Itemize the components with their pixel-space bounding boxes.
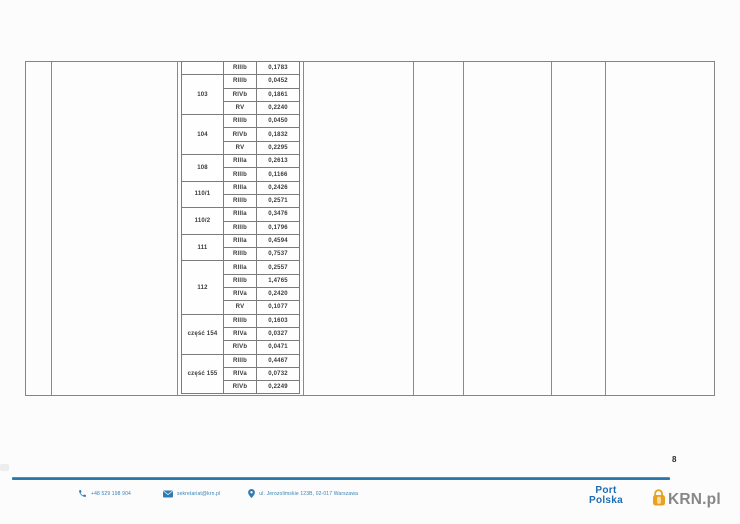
area-value-cell: 0,2557 — [257, 261, 300, 274]
table-row — [182, 234, 300, 247]
area-value-cell: 0,0732 — [257, 367, 300, 380]
area-value-cell: 0,2571 — [257, 194, 300, 207]
table-row — [182, 314, 300, 327]
grid-line — [463, 62, 464, 395]
parcel-number-cell: 110/2 — [182, 208, 224, 235]
grid-line — [303, 62, 304, 395]
land-class-cell: RV — [224, 101, 257, 114]
land-class-cell: RIIIb — [224, 75, 257, 88]
area-value-cell: 0,0471 — [257, 341, 300, 354]
area-value-cell: 0,3476 — [257, 208, 300, 221]
area-value-cell: 0,0450 — [257, 115, 300, 128]
land-class-cell: RIIIb — [224, 62, 257, 75]
address-contact — [248, 489, 358, 498]
parcel-number-cell: 112 — [182, 261, 224, 314]
land-class-cell: RIVb — [224, 88, 257, 101]
grid-line — [413, 62, 414, 395]
land-class-cell: RIVa — [224, 288, 257, 301]
land-class-cell: RIIIb — [224, 354, 257, 367]
area-value-cell: 0,1796 — [257, 221, 300, 234]
area-value-cell: 0,1603 — [257, 314, 300, 327]
table-row — [182, 155, 300, 168]
grid-line — [551, 62, 552, 395]
email-text: sekretariat@krn.pl — [176, 490, 221, 497]
area-value-cell: 0,0327 — [257, 327, 300, 340]
location-pin-icon — [248, 489, 255, 498]
area-value-cell: 0,1166 — [257, 168, 300, 181]
land-class-cell: RIIIa — [224, 261, 257, 274]
table-row — [182, 181, 300, 194]
area-value-cell: 0,2420 — [257, 288, 300, 301]
land-class-cell: RIIIb — [224, 221, 257, 234]
area-value-cell: 0,2613 — [257, 155, 300, 168]
page-number: 8 — [672, 455, 677, 464]
table-row — [182, 62, 300, 75]
land-class-cell: RIIIa — [224, 181, 257, 194]
area-value-cell: 0,4467 — [257, 354, 300, 367]
envelope-icon — [163, 490, 173, 498]
area-value-cell: 0,0452 — [257, 75, 300, 88]
land-class-cell: RIVb — [224, 128, 257, 141]
phone-contact — [78, 489, 131, 498]
parcel-number-cell: część 155 — [182, 354, 224, 394]
land-class-cell: RIVb — [224, 381, 257, 394]
area-value-cell: 1,4765 — [257, 274, 300, 287]
area-value-cell: 0,1077 — [257, 301, 300, 314]
land-class-cell: RIVa — [224, 327, 257, 340]
land-class-cell: RIIIa — [224, 155, 257, 168]
land-class-cell: RIIIa — [224, 234, 257, 247]
footer-divider — [12, 477, 670, 480]
land-class-cell: RV — [224, 141, 257, 154]
area-value-cell: 0,1861 — [257, 88, 300, 101]
area-value-cell: 0,1832 — [257, 128, 300, 141]
area-value-cell: 0,2249 — [257, 381, 300, 394]
land-class-cell: RIIIb — [224, 274, 257, 287]
table-row — [182, 261, 300, 274]
land-class-cell: RIIIb — [224, 248, 257, 261]
parcel-number-cell: 103 — [182, 75, 224, 115]
krn-watermark — [652, 489, 721, 511]
phone-icon — [78, 489, 87, 498]
grid-line — [177, 62, 178, 395]
area-value-cell: 0,2295 — [257, 141, 300, 154]
land-class-cell: RIIIb — [224, 314, 257, 327]
parcel-number-cell: 108 — [182, 155, 224, 182]
padlock-icon — [652, 489, 666, 511]
parcel-number-cell: 110/1 — [182, 181, 224, 208]
land-class-cell: RIIIa — [224, 208, 257, 221]
area-value-cell: 0,4594 — [257, 234, 300, 247]
area-value-cell: 0,7537 — [257, 248, 300, 261]
phone-text: +48 529 198 904 — [91, 490, 131, 497]
land-class-cell: RIVb — [224, 341, 257, 354]
logo-line-1: Port — [595, 485, 617, 496]
port-polska-logo — [584, 486, 628, 506]
register-grid — [25, 61, 715, 396]
watermark-text: KRN.pl — [668, 491, 721, 508]
area-value-cell: 0,2240 — [257, 101, 300, 114]
grid-line — [51, 62, 52, 395]
parcel-number-cell: część 154 — [182, 314, 224, 354]
land-class-cell: RIIIb — [224, 194, 257, 207]
land-class-cell: RIVa — [224, 367, 257, 380]
table-row — [182, 75, 300, 88]
land-class-table — [181, 61, 300, 394]
logo-line-2: Polska — [588, 495, 624, 506]
parcel-number-cell: 111 — [182, 234, 224, 261]
land-class-cell: RIIIb — [224, 168, 257, 181]
area-table-body — [182, 62, 300, 394]
parcel-number-cell — [182, 62, 224, 75]
area-value-cell: 0,1783 — [257, 62, 300, 75]
email-contact — [163, 490, 220, 498]
area-value-cell: 0,2426 — [257, 181, 300, 194]
footer-contact-bar — [78, 489, 358, 498]
table-row — [182, 115, 300, 128]
land-class-cell: RIIIb — [224, 115, 257, 128]
grid-line — [605, 62, 606, 395]
address-text: ul. Jerozolimskie 123B, 02-017 Warszawa — [259, 490, 359, 497]
land-class-cell: RV — [224, 301, 257, 314]
table-row — [182, 208, 300, 221]
scan-artifact — [0, 464, 9, 471]
parcel-number-cell: 104 — [182, 115, 224, 155]
table-row — [182, 354, 300, 367]
